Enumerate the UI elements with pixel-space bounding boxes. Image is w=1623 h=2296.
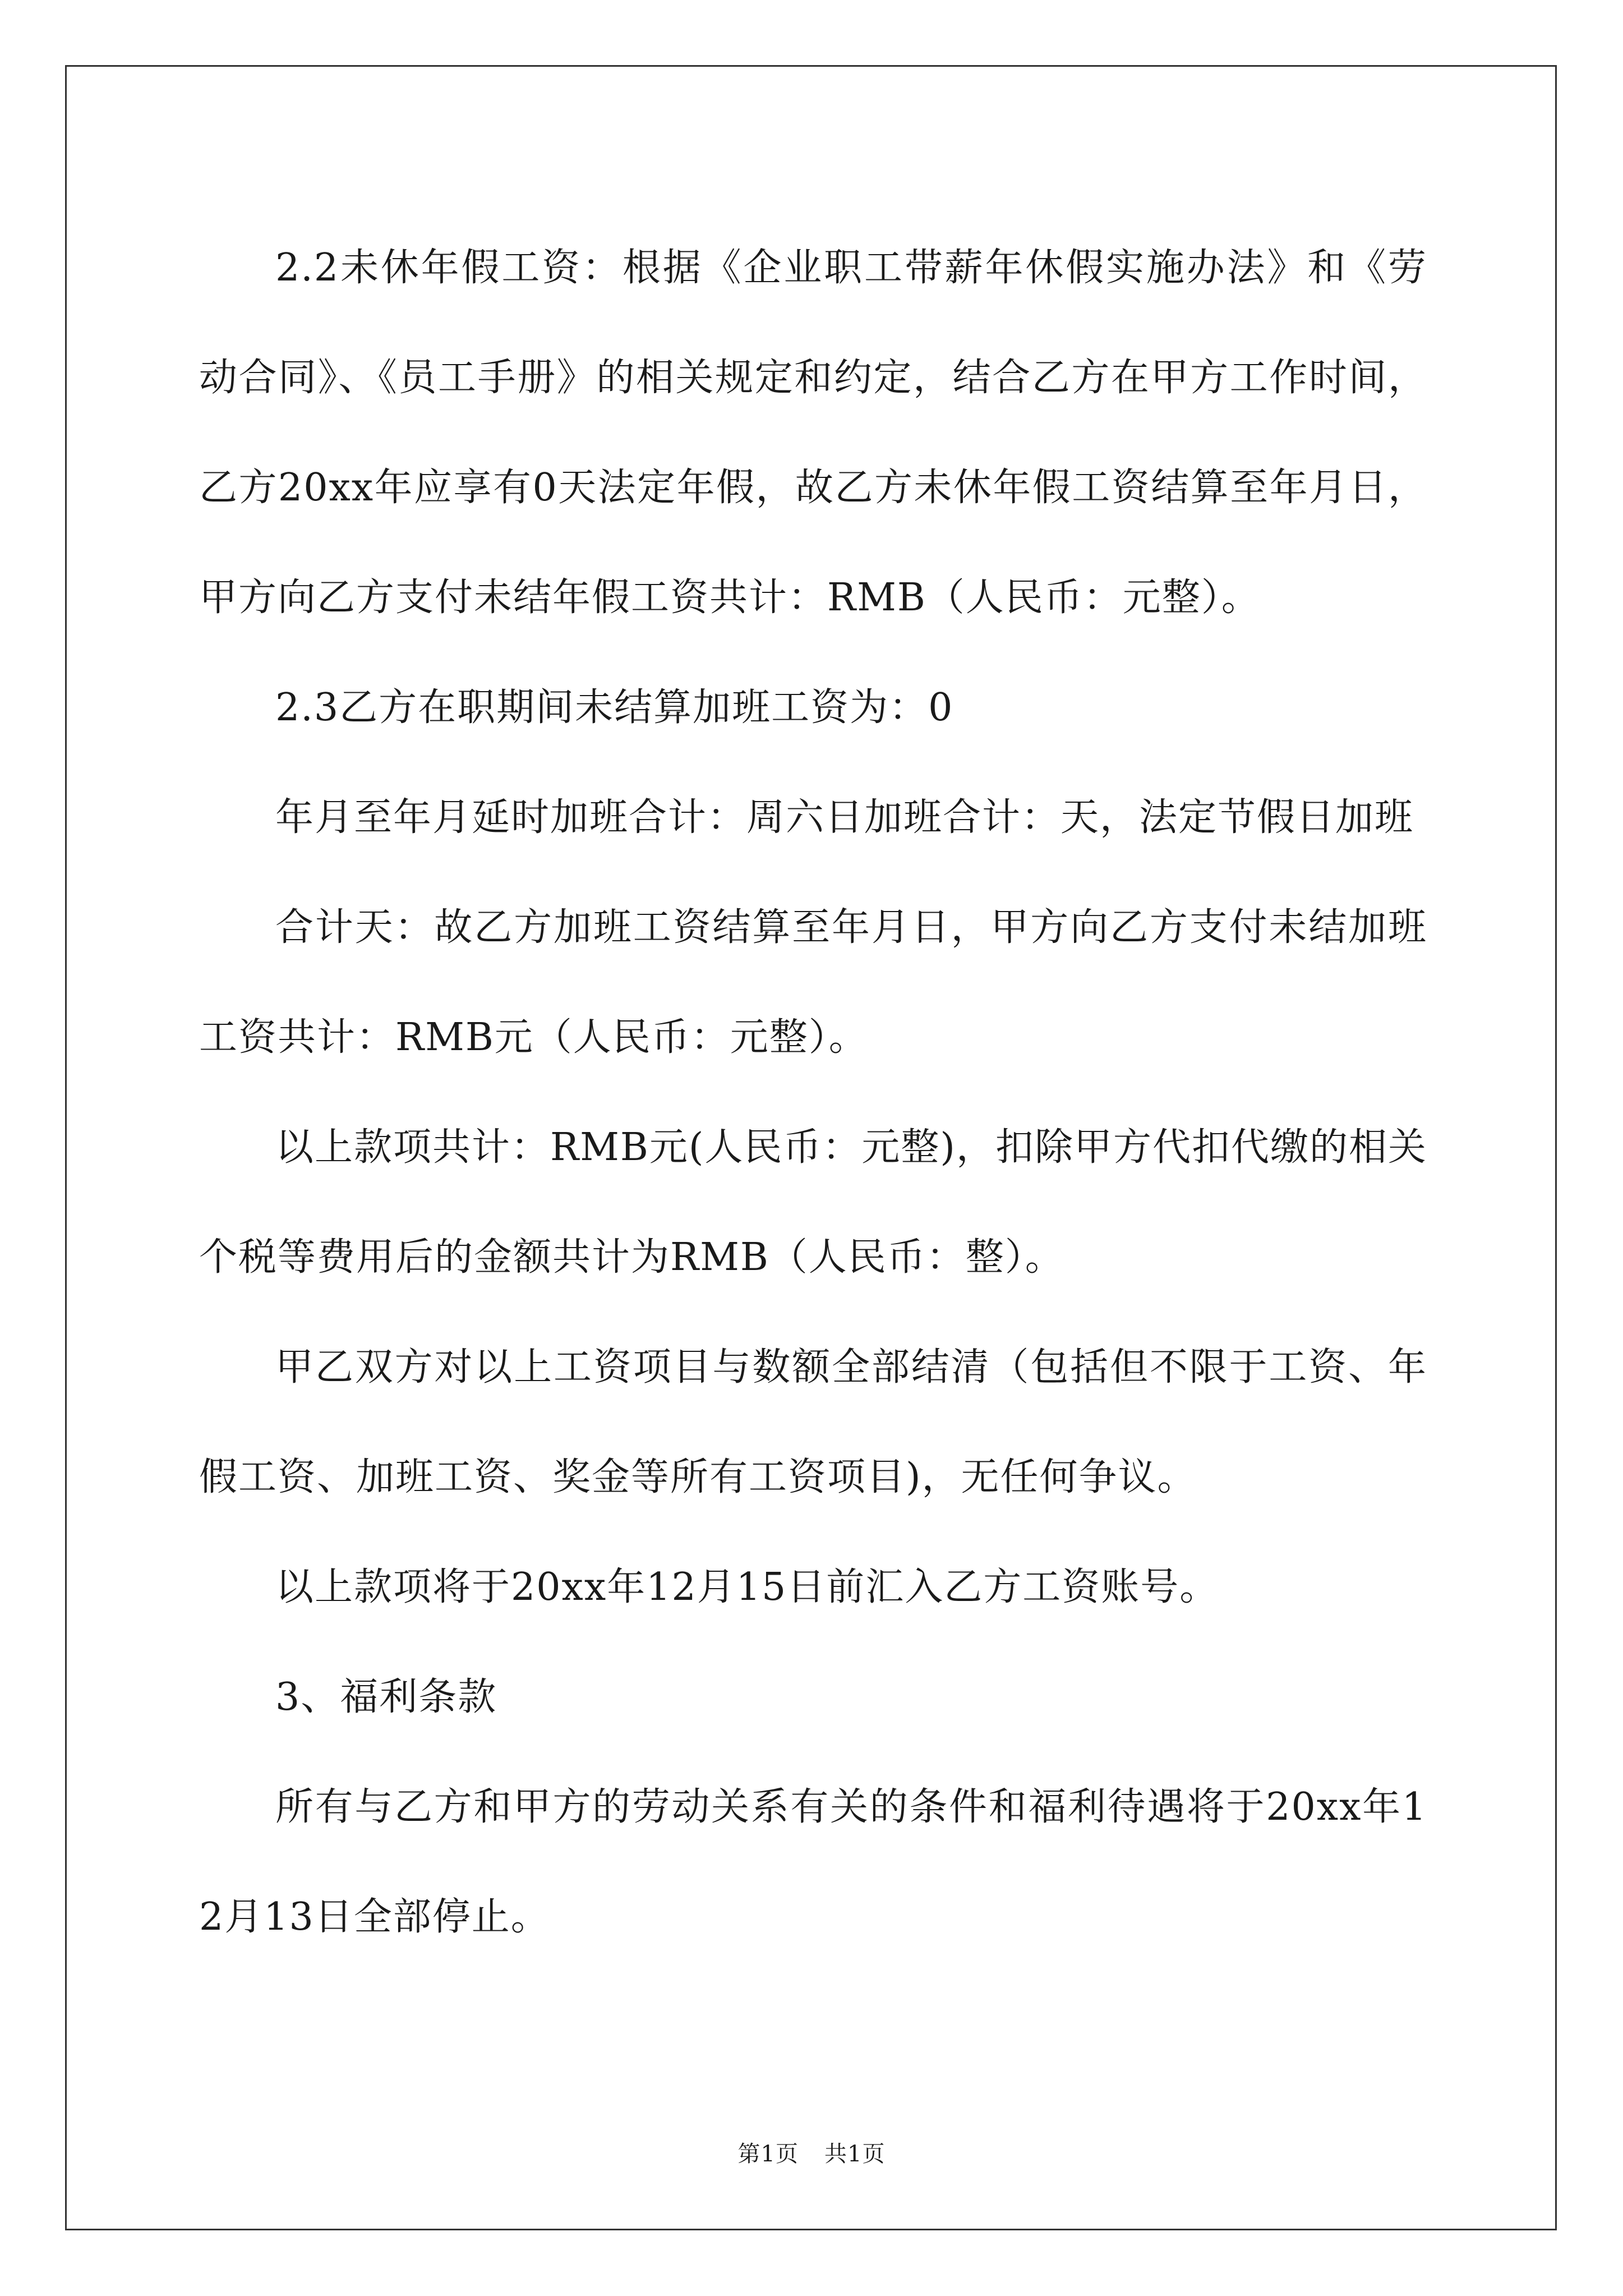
paragraph-overtime-settlement: 合计天：故乙方加班工资结算至年月日，甲方向乙方支付未结加班工资共计：RMB元（人民币：元整）。: [199, 905, 1427, 1060]
paragraph-payment-date: 以上款项将于20xx年12月15日前汇入乙方工资账号。: [275, 1565, 1219, 1609]
page-footer: [0, 2136, 1623, 2168]
paragraph-overtime-summary: 年月至年月延时加班合计：周六日加班合计：天，法定节假日加班: [275, 795, 1414, 840]
paragraph-overtime-pay-heading: 2.3乙方在职期间未结算加班工资为：0: [275, 685, 954, 730]
document-body: [199, 213, 1427, 1972]
page-number-current: 第1页: [737, 2141, 799, 2167]
paragraph-total-amount: 以上款项共计：RMB元(人民币：元整)，扣除甲方代扣代缴的相关个税等费用后的金额共计为RMB（人民币：整）。: [199, 1125, 1427, 1280]
paragraph-welfare-termination: 所有与乙方和甲方的劳动关系有关的条件和福利待遇将于20xx年12月13日全部停止。: [199, 1785, 1427, 1939]
paragraph-settlement-confirmation: 甲乙双方对以上工资项目与数额全部结清（包括但不限于工资、年假工资、加班工资、奖金等所有工资项目)，无任何争议。: [199, 1345, 1427, 1499]
paragraph-annual-leave-pay: 2.2未休年假工资：根据《企业职工带薪年休假实施办法》和《劳动合同》、《员工手册》的相关规定和约定，结合乙方在甲方工作时间，乙方20xx年应享有0天法定年假，故乙方未休年假工资结算至年月日，甲方向乙方支付未结年假工资共计：RMB（人民币：元整）。: [199, 246, 1427, 620]
paragraph-welfare-heading: 3、福利条款: [275, 1675, 497, 1719]
page-number-total: 共1页: [824, 2141, 886, 2167]
